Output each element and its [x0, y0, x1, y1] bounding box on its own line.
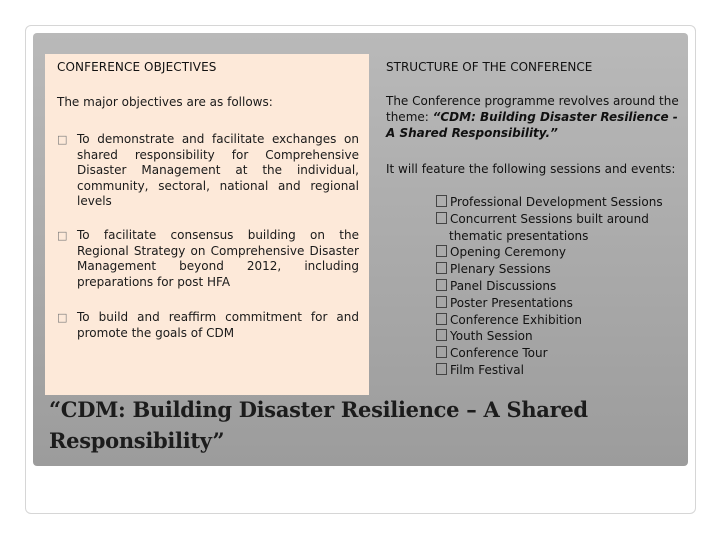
checkbox-icon: [436, 329, 447, 341]
square-bullet-icon: □: [57, 311, 68, 324]
list-item: Concurrent Sessions built around thematic presentations: [436, 211, 686, 245]
objective-text: To demonstrate and facilitate exchanges on shared responsibility for Comprehensive Disaster Management at the individual, community, sectoral, national and regional levels: [77, 132, 359, 208]
checkbox-icon: [436, 313, 447, 325]
list-item: Professional Development Sessions: [436, 194, 686, 211]
list-item: Panel Discussions: [436, 278, 686, 295]
checkbox-icon: [436, 363, 447, 375]
list-item: Conference Exhibition: [436, 312, 686, 329]
checkbox-icon: [436, 212, 447, 224]
list-item: Film Festival: [436, 362, 686, 379]
checkbox-icon: [436, 279, 447, 291]
objective-item: [57, 310, 359, 341]
list-item: Youth Session: [436, 328, 686, 345]
structure-events-intro: It will feature the following sessions and events:: [386, 162, 676, 176]
list-item: Opening Ceremony: [436, 244, 686, 261]
checkbox-icon: [436, 346, 447, 358]
conference-tagline: “CDM: Building Disaster Resilience – A Shared Responsibility”: [49, 397, 588, 453]
checkbox-icon: [436, 262, 447, 274]
structure-paragraph: [386, 93, 682, 141]
checkbox-icon: [436, 296, 447, 308]
objectives-heading: CONFERENCE OBJECTIVES: [57, 60, 217, 74]
objective-text: To build and reaffirm commitment for and promote the goals of CDM: [77, 310, 359, 340]
structure-heading: STRUCTURE OF THE CONFERENCE: [386, 60, 593, 74]
square-bullet-icon: □: [57, 229, 68, 242]
objectives-intro: The major objectives are as follows:: [57, 95, 273, 109]
checkbox-icon: [436, 195, 447, 207]
square-bullet-icon: □: [57, 133, 68, 146]
objective-item: [57, 228, 359, 290]
objectives-box: [45, 54, 369, 395]
structure-theme: “CDM: Building Disaster Resilience - A Shared Responsibility.”: [386, 110, 678, 140]
objective-text: To facilitate consensus building on the Regional Strategy on Comprehensive Disaster Management beyond 2012, including preparations for post HFA: [77, 228, 359, 289]
objective-item: [57, 132, 359, 210]
list-item: Conference Tour: [436, 345, 686, 362]
list-item: Plenary Sessions: [436, 261, 686, 278]
structure-paragraph-prefix: The Conference programme revolves around the theme:: [386, 94, 679, 124]
list-item: Poster Presentations: [436, 295, 686, 312]
checkbox-icon: [436, 245, 447, 257]
events-list: [436, 194, 686, 379]
